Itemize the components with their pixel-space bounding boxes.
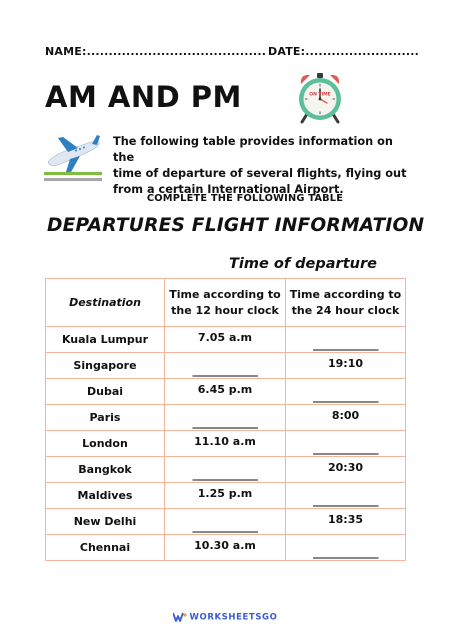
twentyfour-hour-answer-cell[interactable]: _____________ <box>286 327 406 353</box>
header-12-hour <box>165 279 286 327</box>
table-row <box>46 535 406 561</box>
destination-cell: Bangkok <box>46 457 165 483</box>
twentyfour-hour-cell: 8:00 <box>286 405 406 431</box>
twentyfour-hour-answer-cell[interactable]: _____________ <box>286 535 406 561</box>
name-field[interactable]: NAME:......................................... <box>45 45 267 58</box>
table-row <box>46 353 406 379</box>
header-destination: Destination <box>46 279 165 327</box>
header-12-hour-line: Time according to <box>169 287 281 301</box>
table-row <box>46 327 406 353</box>
twelve-hour-cell: 10.30 a.m <box>165 535 286 561</box>
twelve-hour-answer-cell[interactable]: _____________ <box>165 405 286 431</box>
destination-cell: Paris <box>46 405 165 431</box>
twentyfour-hour-answer-cell[interactable]: _____________ <box>286 431 406 457</box>
twelve-hour-answer-cell[interactable]: _____________ <box>165 509 286 535</box>
date-field[interactable]: DATE:.......................... <box>268 45 420 58</box>
twelve-hour-cell: 11.10 a.m <box>165 431 286 457</box>
table-row <box>46 431 406 457</box>
twentyfour-hour-cell: 20:30 <box>286 457 406 483</box>
header-12-hour-line: the 12 hour clock <box>171 303 279 317</box>
twentyfour-hour-cell: 19:10 <box>286 353 406 379</box>
twentyfour-hour-cell: 18:35 <box>286 509 406 535</box>
intro-line: time of departure of several flights, flying out <box>113 167 407 180</box>
twentyfour-hour-answer-cell[interactable]: _____________ <box>286 379 406 405</box>
twelve-hour-cell: 7.05 a.m <box>165 327 286 353</box>
section-title: DEPARTURES FLIGHT INFORMATION <box>47 215 425 236</box>
table-row <box>46 405 406 431</box>
header-24-hour <box>286 279 406 327</box>
header-24-hour-line: Time according to <box>289 287 402 301</box>
table-row <box>46 483 406 509</box>
twelve-hour-answer-cell[interactable]: _____________ <box>165 353 286 379</box>
footer-brand-text: WORKSHEETSGO <box>189 612 278 623</box>
table-row <box>46 457 406 483</box>
destination-cell: Kuala Lumpur <box>46 327 165 353</box>
table-header-row <box>46 279 406 327</box>
table-row <box>46 379 406 405</box>
alarm-clock-icon <box>295 70 345 124</box>
table-row <box>46 509 406 535</box>
airplane-icon <box>44 132 102 182</box>
footer-brand <box>0 612 450 623</box>
twelve-hour-cell: 1.25 p.m <box>165 483 286 509</box>
twelve-hour-answer-cell[interactable]: _____________ <box>165 457 286 483</box>
worksheetsgo-logo-icon <box>173 612 187 622</box>
departures-table <box>45 278 406 561</box>
destination-cell: New Delhi <box>46 509 165 535</box>
destination-cell: Singapore <box>46 353 165 379</box>
destination-cell: Maldives <box>46 483 165 509</box>
header-24-hour-line: the 24 hour clock <box>291 303 400 317</box>
twentyfour-hour-answer-cell[interactable]: _____________ <box>286 483 406 509</box>
destination-cell: London <box>46 431 165 457</box>
twelve-hour-cell: 6.45 p.m <box>165 379 286 405</box>
table-caption: Time of departure <box>229 256 377 272</box>
intro-line: from a certain International Airport. <box>113 183 344 196</box>
worksheet-title: AM AND PM <box>45 80 242 114</box>
clock-face-text: ON TIME <box>309 92 331 98</box>
destination-cell: Chennai <box>46 535 165 561</box>
destination-cell: Dubai <box>46 379 165 405</box>
instruction-text: COMPLETE THE FOLLOWING TABLE <box>146 193 344 204</box>
intro-paragraph <box>113 134 413 198</box>
intro-line: The following table provides information on the <box>113 135 393 164</box>
